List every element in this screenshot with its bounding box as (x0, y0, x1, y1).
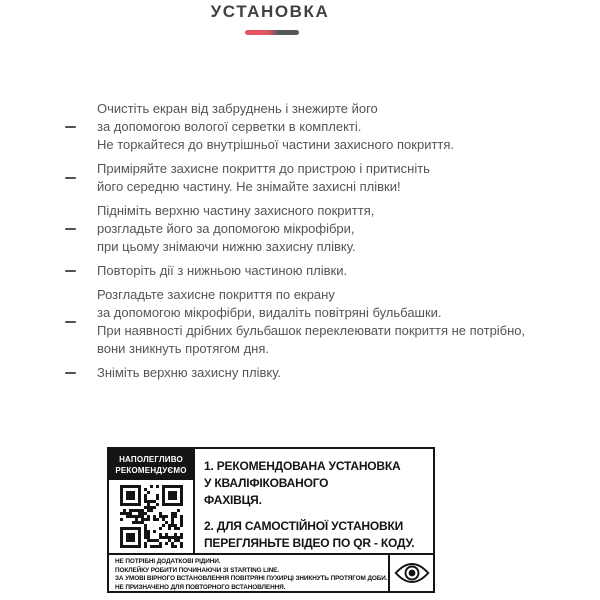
point-line: ПЕРЕГЛЯНЬТЕ ВІДЕО ПО QR - КОДУ. (204, 536, 415, 550)
recommendation-box-top (109, 449, 433, 555)
instruction-line: Зніміть верхню захисну плівку. (97, 365, 282, 380)
point-line: У КВАЛІФІКОВАНОГО (204, 476, 329, 490)
badge-line: НАПОЛЕГЛИВО (119, 455, 183, 464)
title-accent-bar (245, 30, 299, 35)
footnotes (109, 555, 390, 591)
recommendation-points (195, 449, 433, 553)
eye-icon (394, 562, 430, 584)
footnote-line: ЗА УМОВІ ВІРНОГО ВСТАНОВЛЕННЯ ПОВІТРЯНІ ПУХИРЦІ ЗНИКНУТЬ ПРОТЯГОМ ДОБИ. (115, 575, 388, 583)
bullet-dash-icon (65, 270, 76, 273)
qr-panel (109, 449, 195, 553)
instruction-line: Не торкайтеся до внутрішньої частини захисного покриття. (97, 137, 455, 152)
point-line: 1. РЕКОМЕНДОВАНА УСТАНОВКА (204, 459, 401, 473)
bullet-dash-icon (65, 177, 76, 180)
bullet-dash-icon (65, 372, 76, 375)
footnote-line: НЕ ПОТРІБНІ ДОДАТКОВІ РІДИНИ. (115, 558, 221, 565)
instruction-line: за допомогою мікрофібри, видаліть повітряні бульбашки. (97, 305, 442, 320)
bullet-dash-icon (65, 126, 76, 129)
instruction-item (65, 202, 565, 256)
instruction-line: Приміряйте захисне покриття до пристрою і притисніть (97, 161, 430, 176)
page-title: УСТАНОВКА (210, 2, 330, 21)
point-line: ФАХІВЦЯ. (204, 493, 262, 507)
instruction-item (65, 364, 565, 382)
instruction-item (65, 286, 565, 358)
instruction-line: Повторіть дії з нижньою частиною плівки. (97, 263, 348, 278)
instruction-line: при цьому знімаючи нижню захисну плівку. (97, 239, 356, 254)
recommendation-point (204, 458, 427, 509)
instruction-line: При наявності дрібних бульбашок переклеювати покриття не потрібно, (97, 323, 526, 338)
instruction-item (65, 160, 565, 196)
instruction-line: за допомогою вологої серветки в комплекті. (97, 119, 362, 134)
point-line: 2. ДЛЯ САМОСТІЙНОЇ УСТАНОВКИ (204, 519, 404, 533)
recommendation-point (204, 518, 427, 552)
recommendation-box-bottom (109, 555, 433, 591)
strongly-recommend-badge (109, 449, 193, 480)
badge-line: РЕКОМЕНДУЄМО (115, 466, 187, 475)
instruction-line: розгладьте його за допомогою мікрофібри, (97, 221, 355, 236)
qr-code-icon (120, 485, 183, 548)
instruction-item (65, 262, 565, 280)
instruction-line: Очистіть екран від забруднень і знежирте його (97, 101, 378, 116)
footnote-line: НЕ ПРИЗНАЧЕНО ДЛЯ ПОВТОРНОГО ВСТАНОВЛЕННЯ. (115, 583, 286, 591)
instruction-list (65, 100, 565, 388)
bullet-dash-icon (65, 321, 76, 324)
eye-cell (390, 555, 433, 591)
bullet-dash-icon (65, 228, 76, 231)
instruction-line: Підніміть верхню частину захисного покриття, (97, 203, 375, 218)
recommendation-box (107, 447, 435, 593)
instruction-line: Розгладьте захисне покриття по екрану (97, 287, 335, 302)
instruction-item (65, 100, 565, 154)
instruction-line: його середню частину. Не знімайте захисні плівки! (97, 179, 401, 194)
footnote-line: ПОКЛЕЙКУ РОБИТИ ПОЧИНАЮЧИ ЗІ STARTING LINE. (115, 566, 280, 574)
instruction-line: вони зникнуть протягом дня. (97, 341, 270, 356)
